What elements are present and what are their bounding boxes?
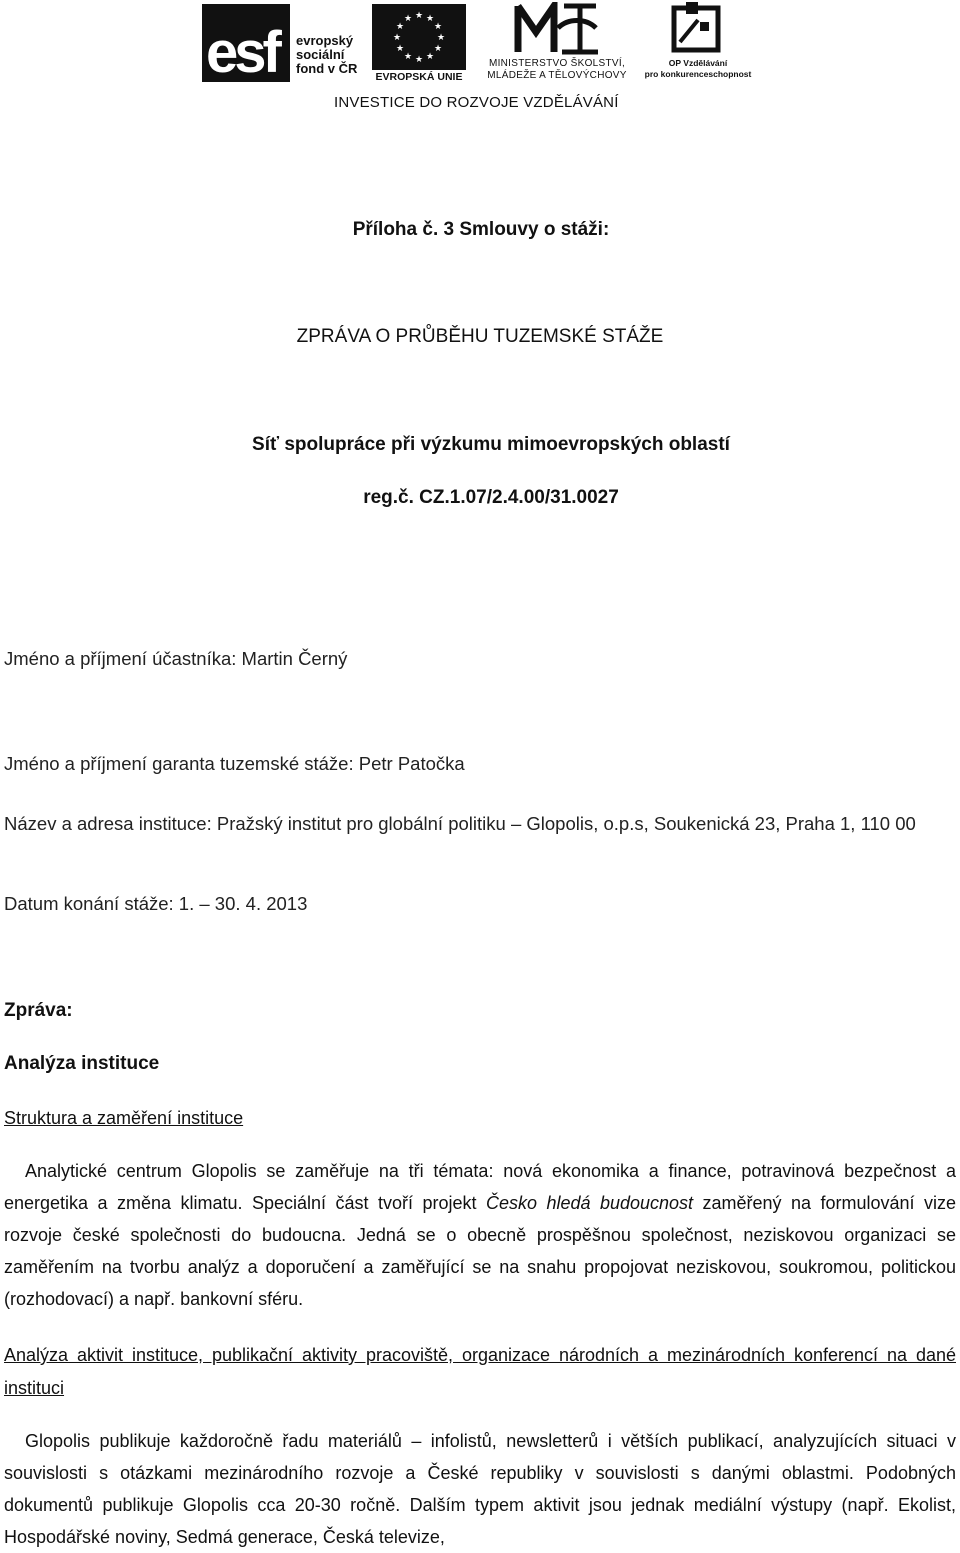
op-logo: [642, 2, 754, 86]
project-title: Síť spolupráce při výzkumu mimoevropských oblastí: [252, 434, 730, 455]
msmt-logo: [472, 0, 642, 84]
annex-title: Příloha č. 3 Smlouvy o stáži:: [352, 219, 610, 240]
dates-field: Datum konání stáže: 1. – 30. 4. 2013: [4, 893, 308, 914]
esf-logo: [202, 4, 362, 84]
msmt-mark-icon: [512, 2, 602, 56]
eu-logo: [372, 4, 466, 84]
eu-logo-text: EVROPSKÁ UNIE: [375, 71, 463, 83]
svg-text:★: ★: [392, 33, 402, 43]
svg-text:★: ★: [433, 44, 443, 54]
op-mark-icon: [670, 2, 722, 54]
esf-logo-text: evropský sociální fond v ČR: [296, 33, 358, 76]
svg-text:★: ★: [414, 55, 424, 65]
investice-tagline: INVESTICE DO ROZVOJE VZDĚLÁVÁNÍ: [334, 94, 619, 111]
header-logos: [200, 0, 760, 118]
svg-text:★: ★: [425, 52, 435, 62]
esf-logo-mark: esf: [202, 4, 290, 82]
registration-number: reg.č. CZ.1.07/2.4.00/31.0027: [363, 487, 619, 508]
svg-text:★: ★: [403, 52, 413, 62]
msmt-logo-text: MINISTERSTVO ŠKOLSTVÍ, MLÁDEŽE A TĚLOVÝCHOVY: [487, 58, 627, 81]
svg-text:★: ★: [425, 14, 435, 24]
subheading-activities: Analýza aktivit instituce, publikační aktivity pracoviště, organizace národních a mezinárodních konferencí na dané instituci: [4, 1345, 956, 1398]
svg-text:★: ★: [436, 33, 446, 43]
svg-text:★: ★: [395, 22, 405, 32]
section-heading: Analýza instituce: [4, 1053, 160, 1074]
subheading-structure: Struktura a zaměření instituce: [4, 1108, 244, 1128]
paragraph-structure: [4, 1155, 956, 1315]
svg-text:★: ★: [395, 44, 405, 54]
svg-text:★: ★: [414, 11, 424, 21]
project-name-italic: Česko hledá budoucnost: [485, 1193, 694, 1213]
report-title: ZPRÁVA O PRŮBĚHU TUZEMSKÉ STÁŽE: [296, 326, 664, 347]
guarantor-field: Jméno a příjmení garanta tuzemské stáže: Petr Patočka: [4, 753, 465, 774]
paragraph-structure-part-b: zaměřený na formulování vize rozvoje české společnosti do budoucna. Jedná se o obecně prospěšnou společnost, neziskovou organizaci se zaměřením na tvorbu analýz a doporučení a zaměřující se na snahu propojovat neziskovou, soukromou, politickou (rozhodovací) a např. bankovní sféru.: [4, 1193, 957, 1309]
paragraph-activities: Glopolis publikuje každoročně řadu materiálů – infolistů, newsletterů i větších publikací, analyzujících situaci v souvislosti s otázkami mezinárodního rozvoje a České republiky v souvislosti s danými oblastmi. Podobných dokumentů publikuje Glopolis cca 20-30 ročně. Dalším typem aktivit jsou jednak mediální výstupy (např. Ekolist, Hospodářské noviny, Sedmá generace, Česká televize,: [4, 1431, 956, 1547]
op-logo-text: OP Vzdělávání pro konkurenceschopnost: [644, 58, 752, 79]
report-heading: Zpráva:: [4, 1000, 73, 1021]
institution-field: Název a adresa instituce: Pražský institut pro globální politiku – Glopolis, o.p.s, Soukenická 23, Praha 1, 110 00: [4, 813, 916, 834]
svg-text:★: ★: [433, 22, 443, 32]
participant-field: Jméno a příjmení účastníka: Martin Černý: [4, 648, 348, 669]
svg-text:★: ★: [403, 14, 413, 24]
paragraph-structure-part-a: Analytické centrum Glopolis se zaměřuje na tři témata: nová ekonomika a finance, potravinová bezpečnost a energetika a změna klimatu. Speciální část tvoří projekt: [4, 1161, 956, 1213]
eu-flag-icon: [372, 4, 466, 70]
